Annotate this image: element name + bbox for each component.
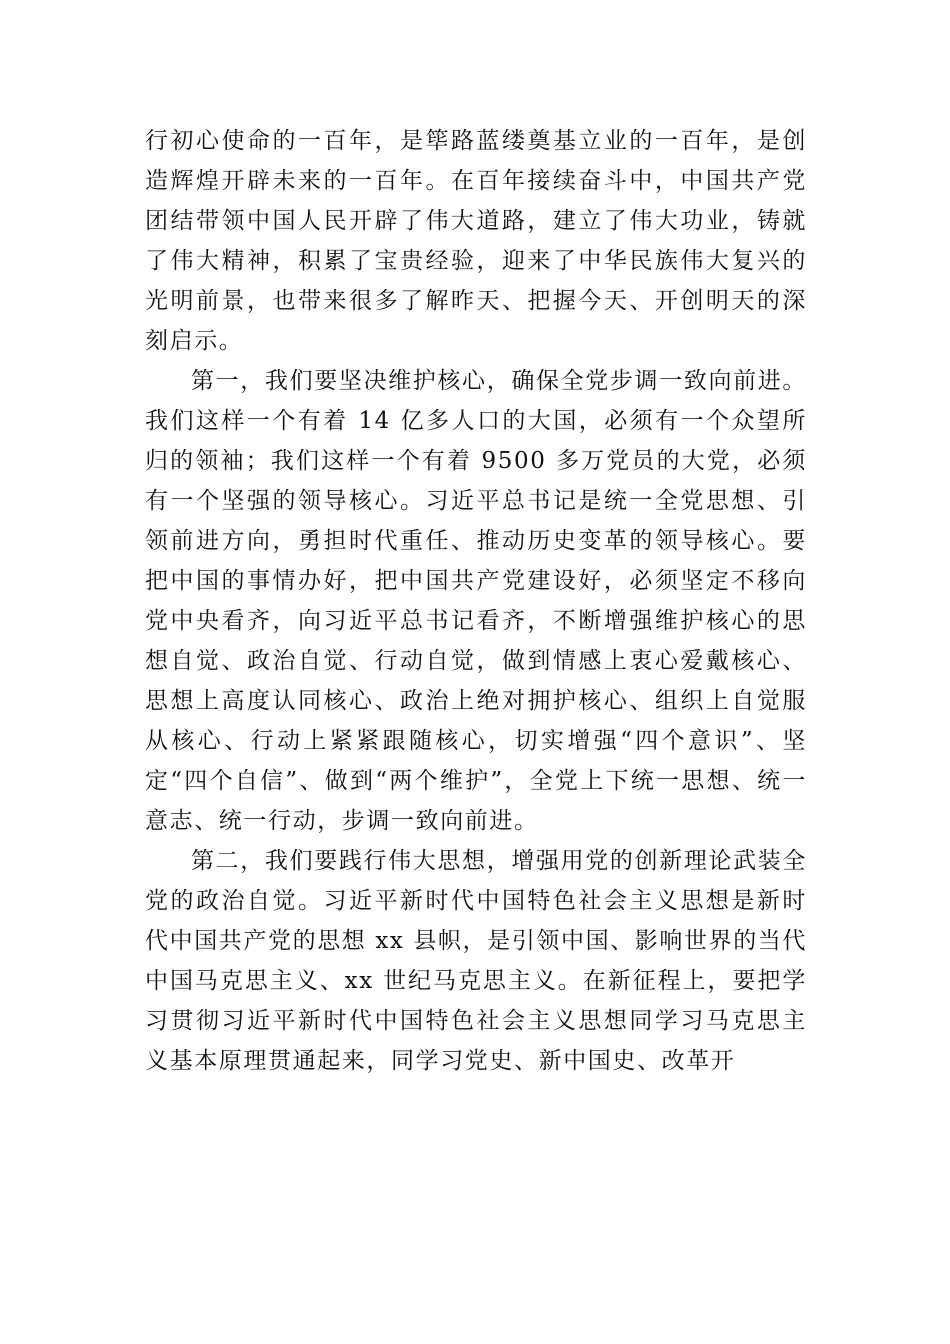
document-body [145,121,807,1081]
paragraph-first-point: 第一，我们要坚决维护核心，确保全党步调一致向前进。我们这样一个有着 14 亿多人口的大国，必须有一个众望所归的领袖；我们这样一个有着 9500 多万党员的大党，必须有一个坚强的领导核心。习近平总书记是统一全党思想、引领前进方向，勇担时代重任、推动历史变革的领导核心。要把中国的事情办好，把中国共产党建设好，必须坚定不移向党中央看齐，向习近平总书记看齐，不断增强维护核心的思想自觉、政治自觉、行动自觉，做到情感上衷心爱戴核心、思想上高度认同核心、政治上绝对拥护核心、组织上自觉服从核心、行动上紧紧跟随核心，切实增强“四个意识”、坚定“四个自信”、做到“两个维护”，全党上下统一思想、统一意志、统一行动，步调一致向前进。 [145,368,807,834]
paragraph-continuation: 行初心使命的一百年，是筚路蓝缕奠基立业的一百年，是创造辉煌开辟未来的一百年。在百年接续奋斗中，中国共产党团结带领中国人民开辟了伟大道路，建立了伟大功业，铸就了伟大精神，积累了宝贵经验，迎来了中华民族伟大复兴的光明前景，也带来很多了解昨天、把握今天、开创明天的深刻启示。 [145,128,807,354]
paragraph-second-point: 第二，我们要践行伟大思想，增强用党的创新理论武装全党的政治自觉。习近平新时代中国特色社会主义思想是新时代中国共产党的思想 xx 县帜，是引领中国、影响世界的当代中国马克思主义、xx 世纪马克思主义。在新征程上，要把学习贯彻习近平新时代中国特色社会主义思想同学习马克思主义基本原理贯通起来，同学习党史、新中国史、改革开 [145,848,807,1074]
